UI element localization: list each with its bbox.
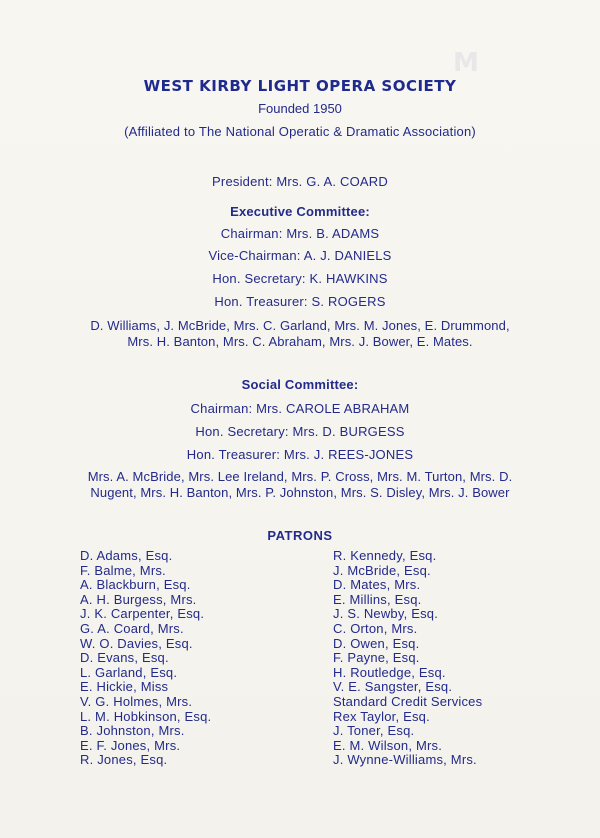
patrons-right-column xyxy=(333,549,482,768)
social-members xyxy=(30,469,570,501)
list-item: E. Hickie, Miss xyxy=(80,679,169,695)
list-item: B. Johnston, Mrs. xyxy=(80,723,185,739)
list-item: E. Millins, Esq. xyxy=(333,591,422,607)
president-line: President: Mrs. G. A. COARD xyxy=(212,174,388,189)
list-item: L. Garland, Esq. xyxy=(80,664,178,680)
list-item: V. E. Sangster, Esq. xyxy=(333,679,453,695)
list-item: J. Wynne-Williams, Mrs. xyxy=(333,752,477,768)
list-item: J. K. Carpenter, Esq. xyxy=(80,606,205,622)
list-item: F. Balme, Mrs. xyxy=(80,562,166,578)
patrons-left-column xyxy=(80,549,211,768)
society-title: WEST KIRBY LIGHT OPERA SOCIETY xyxy=(143,77,457,95)
list-item: D. Owen, Esq. xyxy=(333,635,420,651)
list-item: J. S. Newby, Esq. xyxy=(333,606,439,622)
executive-members-line-1: D. Williams, J. McBride, Mrs. C. Garland, Mrs. M. Jones, E. Drummond, xyxy=(90,318,510,333)
list-item: R. Jones, Esq. xyxy=(80,752,168,768)
executive-secretary: Hon. Secretary: K. HAWKINS xyxy=(212,271,388,286)
executive-vice-chairman: Vice-Chairman: A. J. DANIELS xyxy=(208,248,392,263)
list-item: E. F. Jones, Mrs. xyxy=(80,737,181,753)
list-item: D. Adams, Esq. xyxy=(80,548,173,563)
list-item: E. M. Wilson, Mrs. xyxy=(333,737,443,753)
list-item: D. Evans, Esq. xyxy=(80,650,169,666)
list-item: V. G. Holmes, Mrs. xyxy=(80,693,193,709)
list-item: J. McBride, Esq. xyxy=(333,562,431,578)
patrons-heading: PATRONS xyxy=(267,528,333,543)
executive-committee-heading: Executive Committee: xyxy=(230,204,370,219)
list-item: Standard Credit Services xyxy=(333,693,483,709)
social-secretary: Hon. Secretary: Mrs. D. BURGESS xyxy=(195,424,405,439)
executive-members xyxy=(30,318,570,350)
social-chairman: Chairman: Mrs. CAROLE ABRAHAM xyxy=(190,401,410,416)
affiliation-line: (Affiliated to The National Operatic & Dramatic Association) xyxy=(124,124,476,139)
list-item: H. Routledge, Esq. xyxy=(333,664,446,680)
list-item: A. Blackburn, Esq. xyxy=(80,577,191,593)
executive-treasurer: Hon. Treasurer: S. ROGERS xyxy=(214,294,386,309)
social-members-line-1: Mrs. A. McBride, Mrs. Lee Ireland, Mrs. P. Cross, Mrs. M. Turton, Mrs. D. xyxy=(87,469,513,484)
list-item: Rex Taylor, Esq. xyxy=(333,708,430,724)
social-treasurer: Hon. Treasurer: Mrs. J. REES-JONES xyxy=(186,447,414,462)
founded-line: Founded 1950 xyxy=(258,101,342,116)
list-item: J. Toner, Esq. xyxy=(333,723,415,739)
social-members-line-2: Nugent, Mrs. H. Banton, Mrs. P. Johnston, Mrs. S. Disley, Mrs. J. Bower xyxy=(90,485,510,500)
show-through-text: M xyxy=(452,48,479,78)
list-item: L. M. Hobkinson, Esq. xyxy=(80,708,212,724)
list-item: C. Orton, Mrs. xyxy=(333,620,418,636)
list-item: G. A. Coard, Mrs. xyxy=(80,620,184,636)
executive-members-line-2: Mrs. H. Banton, Mrs. C. Abraham, Mrs. J. Bower, E. Mates. xyxy=(127,334,473,349)
list-item: F. Payne, Esq. xyxy=(333,650,420,666)
list-item: A. H. Burgess, Mrs. xyxy=(80,591,197,607)
executive-chairman: Chairman: Mrs. B. ADAMS xyxy=(220,226,380,241)
list-item: W. O. Davies, Esq. xyxy=(80,635,193,651)
list-item: D. Mates, Mrs. xyxy=(333,577,421,593)
list-item: R. Kennedy, Esq. xyxy=(333,548,437,563)
social-committee-heading: Social Committee: xyxy=(241,377,359,392)
